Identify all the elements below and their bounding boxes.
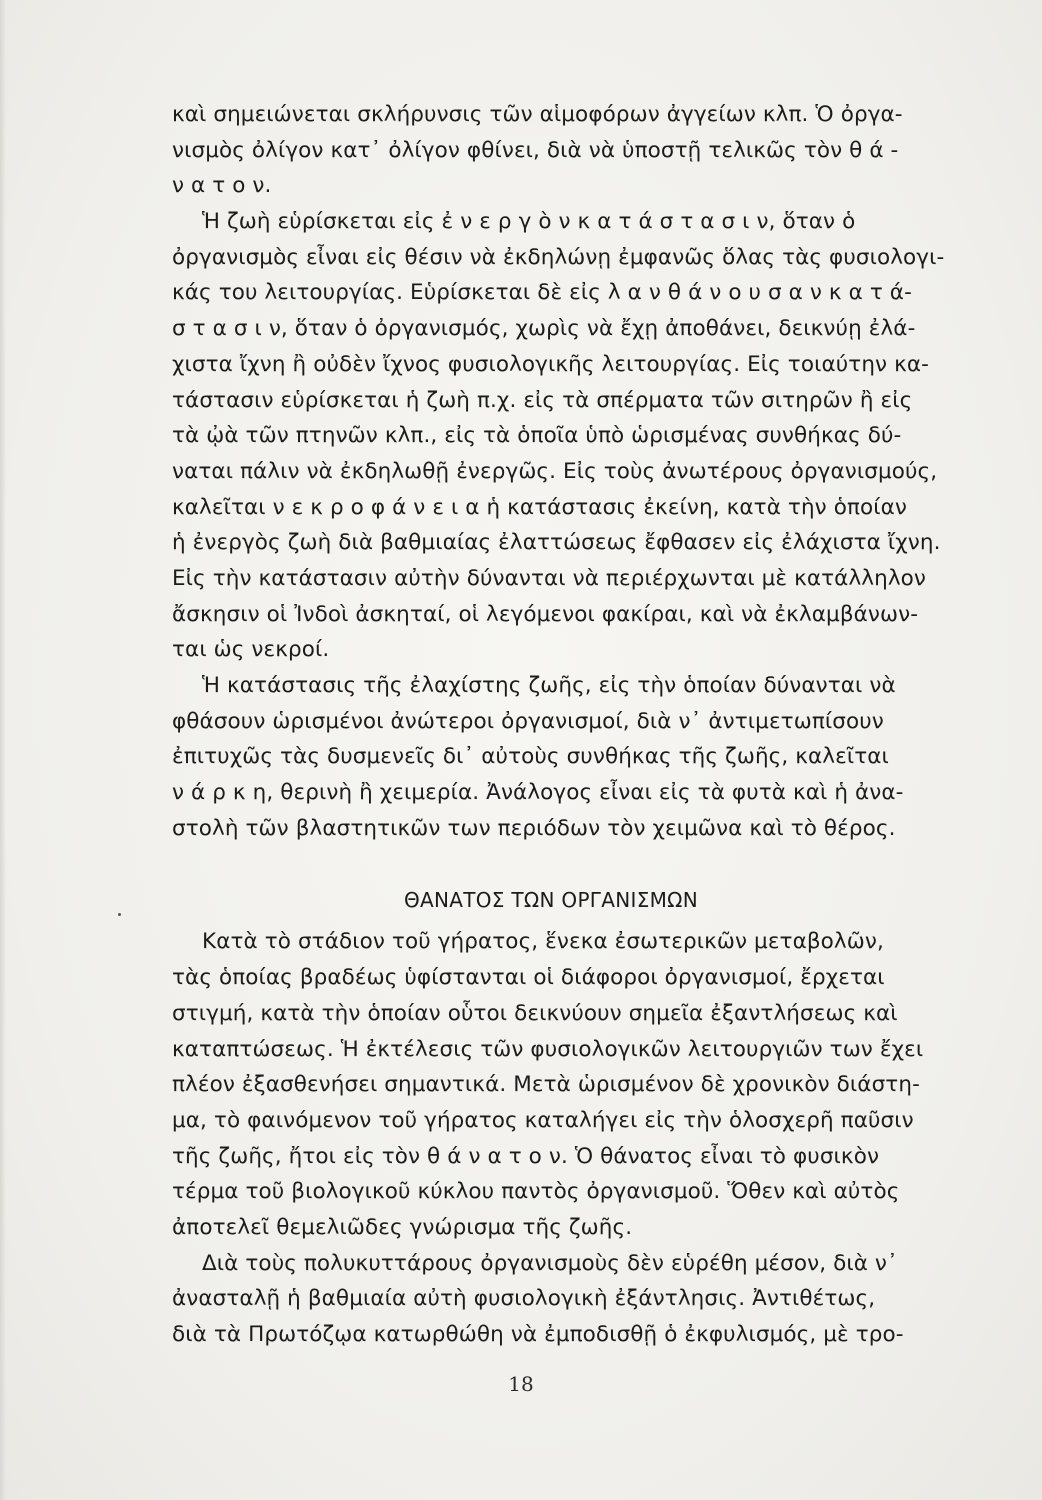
text-line: τὰς ὁποίας βραδέως ὑφίστανται οἱ διάφοροι ὀργανισμοί, ἔρχεται [172, 965, 885, 991]
text-line: Ἡ κατάστασις τῆς ἐλαχίστης ζωῆς, εἰς τὴν ὁποίαν δύνανται νὰ [202, 673, 896, 698]
text-line: στολὴ τῶν βλαστητικῶν των περιόδων τὸν χειμῶνα καὶ τὸ θέρος. [172, 815, 896, 841]
text-line: κάς του λειτουργίας. Εὑρίσκεται δὲ εἰς λ α ν θ ά ν ο υ σ α ν κ α τ ά- [172, 280, 912, 306]
text-line: τέρμα τοῦ βιολογικοῦ κύκλου παντὸς ὀργανισμοῦ. Ὅθεν καὶ αὐτὸς [172, 1179, 900, 1205]
text-line: φθάσουν ὡρισμένοι ἀνώτεροι ὀργανισμοί, διὰ ν᾽ ἀντιμετωπίσουν [172, 708, 884, 734]
text-line: Διὰ τοὺς πολυκυττάρους ὀργανισμοὺς δὲν εὑρέθη μέσον, διὰ ν᾽ [202, 1250, 898, 1276]
text-line: Ἡ ζωὴ εὑρίσκεται εἰς ἐ ν ε ρ γ ὸ ν κ α τ ά σ τ α σ ι ν, ὅταν ὁ [202, 209, 856, 235]
text-line: τῆς ζωῆς, ἤτοι εἰς τὸν θ ά ν α τ ο ν. Ὁ θάνατος εἶναι τὸ φυσικὸν [172, 1143, 880, 1169]
text-line: τὰ ᾠὰ τῶν πτηνῶν κλπ., εἰς τὰ ὁποῖα ὑπὸ ὡρισμένας συνθήκας δύ- [172, 423, 902, 449]
text-line: ν α τ ο ν. [172, 173, 272, 199]
section-heading: ΘΑΝΑΤΟΣ ΤΩΝ ΟΡΓΑΝΙΣΜΩΝ [403, 888, 699, 913]
text-line: Κατὰ τὸ στάδιον τοῦ γήρατος, ἕνεκα ἐσωτερικῶν μεταβολῶν, [202, 929, 884, 955]
text-line: πλέον ἐξασθενήσει σημαντικά. Μετὰ ὡρισμένον δὲ χρονικὸν διάστη- [172, 1072, 920, 1098]
section-death [172, 924, 990, 1352]
text-line: σ τ α σ ι ν, ὅταν ὁ ὀργανισμός, χωρὶς νὰ ἔχῃ ἀποθάνει, δεικνύῃ ἐλά- [172, 316, 916, 342]
ink-speck [118, 913, 121, 916]
section-life-states [172, 97, 990, 846]
page-edge-shadow [0, 0, 6, 1500]
text-line: καὶ σημειώνεται σκλήρυνσις τῶν αἱμοφόρων ἀγγείων κλπ. Ὁ ὀργα- [172, 102, 903, 127]
text-line: μα, τὸ φαινόμενον τοῦ γήρατος καταλήγει εἰς τὴν ὁλοσχερῆ παῦσιν [172, 1107, 914, 1133]
text-line: ἄσκησιν οἱ Ἰνδοὶ ἀσκηταί, οἱ λεγόμενοι φακίραι, καὶ νὰ ἐκλαμβάνων- [172, 601, 919, 627]
text-line: ἀνασταλῇ ἡ βαθμιαία αὐτὴ φυσιολογικὴ ἐξάντλησις. Ἀντιθέτως, [172, 1286, 876, 1312]
text-column [172, 97, 990, 1353]
text-line: ἡ ἐνεργὸς ζωὴ διὰ βαθμιαίας ἐλαττώσεως ἔφθασεν εἰς ἐλάχιστα ἴχνη. [172, 530, 941, 556]
text-line: ὀργανισμὸς εἶναι εἰς θέσιν νὰ ἐκδηλώνῃ ἐμφανῶς ὅλας τὰς φυσιολογι- [172, 244, 945, 270]
text-line: τάστασιν εὑρίσκεται ἡ ζωὴ π.χ. εἰς τὰ σπέρματα τῶν σιτηρῶν ἢ εἰς [172, 387, 913, 413]
text-line: νισμὸς ὀλίγον κατ᾽ ὀλίγον φθίνει, διὰ νὰ ὑποστῇ τελικῶς τὸν θ ά - [172, 137, 899, 163]
text-line: ν ά ρ κ η, θερινὴ ἢ χειμερία. Ἀνάλογος εἶναι εἰς τὰ φυτὰ καὶ ἡ ἀνα- [172, 780, 904, 806]
text-line: Εἰς τὴν κατάστασιν αὐτὴν δύνανται νὰ περιέρχωνται μὲ κατάλληλον [172, 565, 927, 591]
text-line: καλεῖται ν ε κ ρ ο φ ά ν ε ι α ἡ κατάστασις ἐκείνη, κατὰ τὴν ὁποίαν [172, 494, 908, 520]
text-line: ἐπιτυχῶς τὰς δυσμενεῖς δι᾽ αὐτοὺς συνθήκας τῆς ζωῆς, καλεῖται [172, 744, 889, 770]
text-line: χιστα ἴχνη ἢ οὐδὲν ἴχνος φυσιολογικῆς λειτουργίας. Εἰς τοιαύτην κα- [172, 351, 930, 377]
text-line: ναται πάλιν νὰ ἐκδηλωθῇ ἐνεργῶς. Εἰς τοὺς ἀνωτέρους ὀργανισμούς, [172, 458, 938, 484]
text-line: καταπτώσεως. Ἡ ἐκτέλεσις τῶν φυσιολογικῶν λειτουργιῶν των ἔχει [172, 1036, 924, 1062]
text-line: στιγμή, κατὰ τὴν ὁποίαν οὗτοι δεικνύουν σημεῖα ἐξαντλήσεως καὶ [172, 1000, 898, 1026]
page-number: 18 [508, 1372, 534, 1396]
text-line: ἀποτελεῖ θεμελιῶδες γνώρισμα τῆς ζωῆς. [172, 1214, 633, 1240]
text-line: ται ὡς νεκροί. [172, 637, 330, 663]
text-line: διὰ τὰ Πρωτόζῳα κατωρθώθη νὰ ἐμποδισθῇ ὁ ἐκφυλισμός, μὲ τρο- [172, 1322, 904, 1347]
